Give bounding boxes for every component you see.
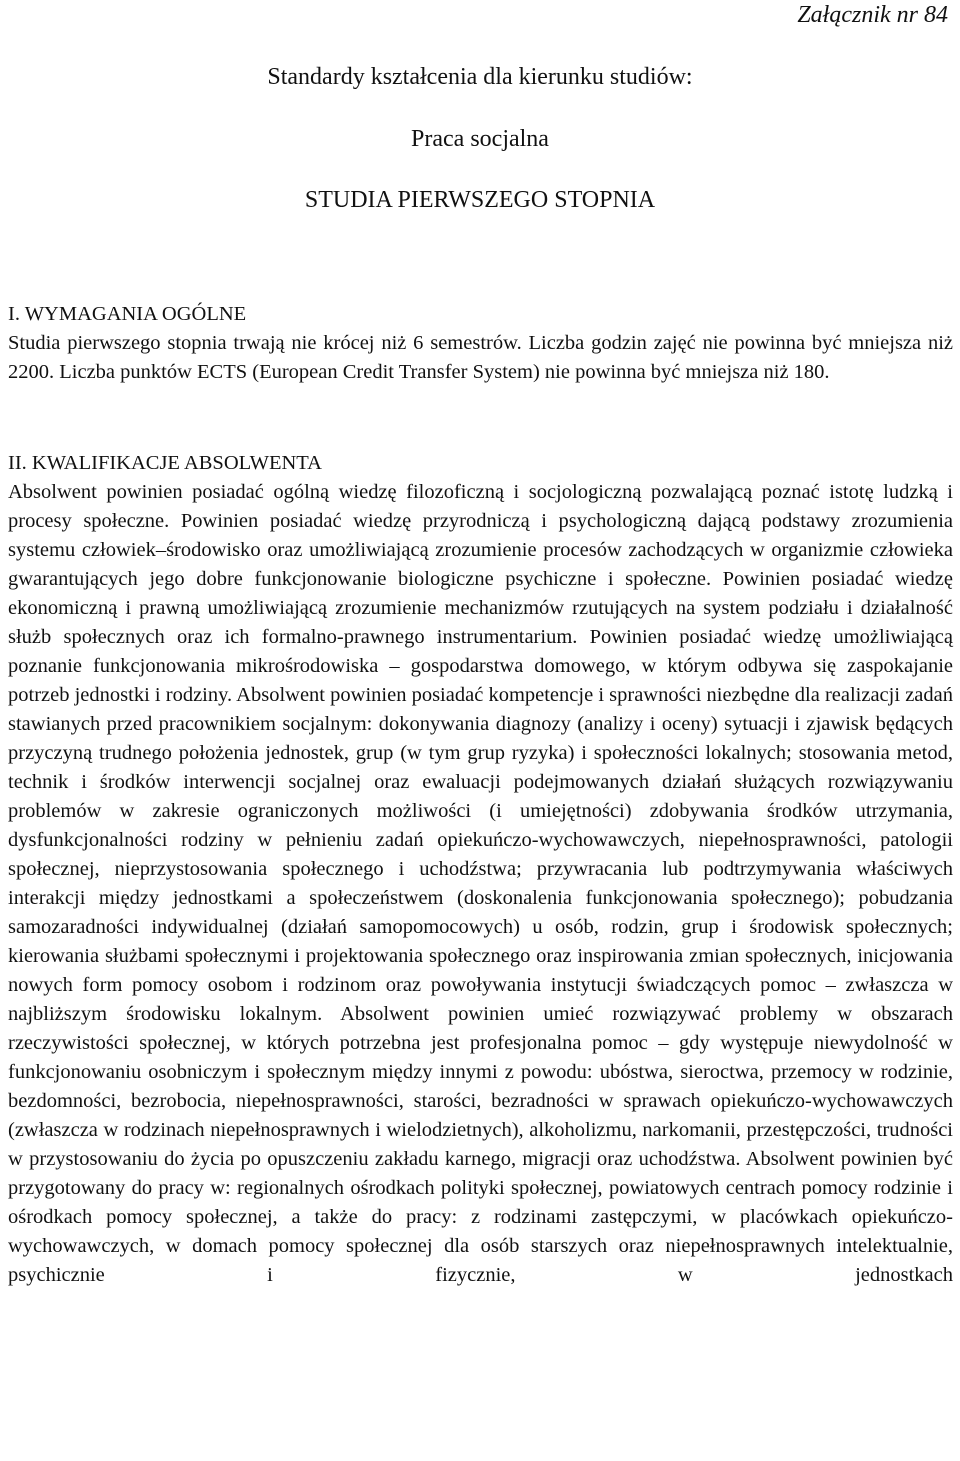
section-heading: I. WYMAGANIA OGÓLNE xyxy=(8,303,247,325)
study-level-title: STUDIA PIERWSZEGO STOPNIA xyxy=(304,187,656,213)
section-graduate-qualifications xyxy=(8,449,953,1290)
section-body: Studia pierwszego stopnia trwają nie krócej niż 6 semestrów. Liczba godzin zajęć nie powinna być mniejsza niż 2200. Liczba punktów ECTS (European Credit Transfer System) nie powinna być mniejsza niż 180. xyxy=(8,332,953,383)
section-heading: II. KWALIFIKACJE ABSOLWENTA xyxy=(8,452,322,474)
section-general-requirements xyxy=(8,300,953,387)
document-title: Standardy kształcenia dla kierunku studiów: xyxy=(267,64,693,90)
field-of-study-title: Praca socjalna xyxy=(411,126,549,152)
attachment-label: Załącznik nr 84 xyxy=(797,2,948,28)
section-body: Absolwent powinien posiadać ogólną wiedzę filozoficzną i socjologiczną pozwalającą poznać istotę ludzką i procesy społeczne. Powinien posiadać wiedzę przyrodniczą i psychologiczną dającą podstawy zrozumienia systemu człowiek–środowisko oraz umożliwiającą zrozumienie procesów zachodzących w organizmie człowieka gwarantujących jego dobre funkcjonowanie biologiczne psychiczne i społeczne. Powinien posiadać wiedzę ekonomiczną i prawną umożliwiającą zrozumienie mechanizmów rzutujących na system podziału i działalność służb społecznych oraz ich formalno-prawnego instrumentarium. Powinien posiadać wiedzę umożliwiającą poznanie funkcjonowania mikrośrodowiska – gospodarstwa domowego, w którym odbywa się zaspokajanie potrzeb jednostki i rodziny. Absolwent powinien posiadać kompetencje i sprawności niezbędne dla realizacji zadań stawianych przed pracownikiem socjalnym: dokonywania diagnozy (analizy i oceny) sytuacji i zjawisk będących przyczyną trudnego położenia jednostek, grup (w tym grup ryzyka) i społeczności lokalnych; stosowania metod, technik i środków interwencji socjalnej oraz ewaluacji podejmowanych działań służących rozwiązywaniu problemów w zakresie ograniczonych możliwości (i umiejętności) zdobywania środków utrzymania, dysfunkcjonalności rodziny w pełnieniu zadań opiekuńczo-wychowawczych, niepełnosprawności, patologii społecznej, nieprzystosowania społecznego i uchodźstwa; przywracania lub podtrzymywania właściwych interakcji między jednostkami a społeczeństwem (doskonalenia funkcjonowania społecznego); pobudzania samozaradności indywidualnej (działań samopomocowych) u osób, rodzin, grup i środowisk społecznych; kierowania służbami społecznymi i projektowania społecznego oraz inspirowania zmian społecznych, inicjowania nowych form pomocy osobom i rodzinom oraz powoływania instytucji świadczących pomoc – zwłaszcza w najbliższym środowisku lokalnym. Absolwent powinien umieć rozwiązywać problemy w obszarach rzeczywistości społecznej, w których potrzebna jest profesjonalna pomoc – gdy występuje niewydolność w funkcjonowaniu osobniczym i społecznym między innymi z powodu: ubóstwa, sieroctwa, przemocy w rodzinie, bezdomności, bezrobocia, niepełnosprawności, starości, bezradności w sprawach opiekuńczo-wychowawczych (zwłaszcza w rodzinach niepełnosprawnych i wielodzietnych), alkoholizmu, narkomanii, przestępczości, trudności w przystosowaniu do życia po opuszczeniu zakładu karnego, migracji oraz uchodźstwa. Absolwent powinien być przygotowany do pracy w: regionalnych ośrodkach polityki społecznej, powiatowych centrach pomocy rodzinie i ośrodkach pomocy społecznej, a także do pracy: z rodzinami zastępczymi, w placówkach opiekuńczo-wychowawczych, w domach pomocy społecznej dla osób starszych oraz niepełnosprawnych intelektualnie, psychicznie i fizycznie, w jednostkach xyxy=(8,481,953,1286)
